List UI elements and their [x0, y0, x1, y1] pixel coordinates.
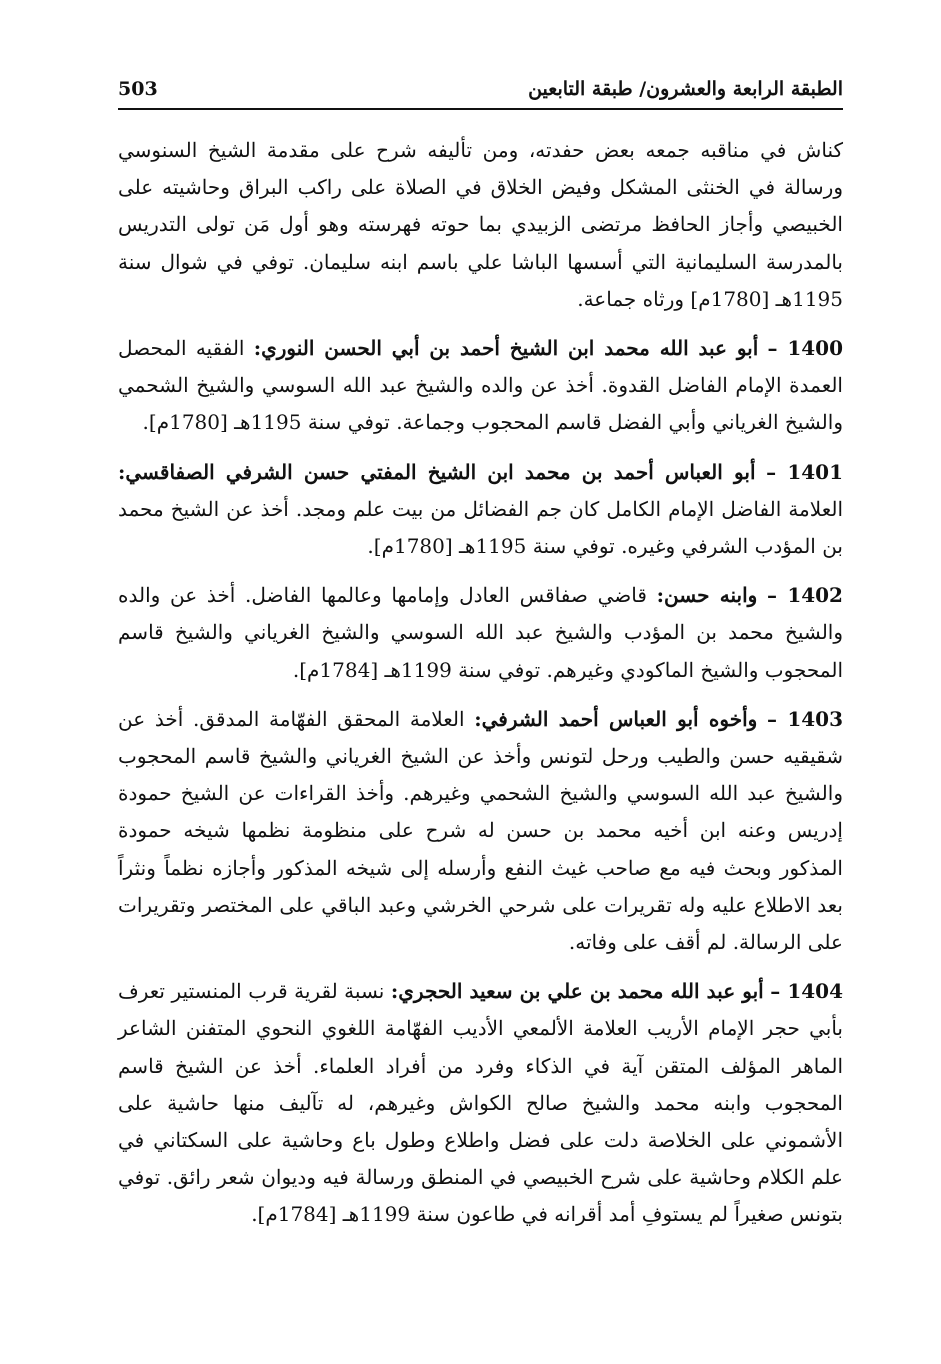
entry-1404-text: نسبة لقرية قرب المنستير تعرف بأبي حجر الإمام الأريب العلامة الألمعي الأديب الفهّامة اللغوي النحوي المتفنن الشاعر الماهر المؤلف المتقن آية في الذكاء وفرد من أفراد العلماء. أخذ عن الشيخ قاسم المحجوب وابنه محمد والشيخ صالح الكواش وغيرهم، له تآليف منها حاشية على الأشموني على الخلاصة دلت على فضل واطلاع وطول باع وحاشية على السكتاني في علم الكلام وحاشية على شرح الخبيصي في المنطق ورسالة فيه وديوان شعر رائق. توفي بتونس صغيراً لم يستوفِ أمد أقرانه في طاعون سنة 1199هـ [1784م]. [118, 979, 843, 1227]
entry-1401-text: العلامة الفاضل الإمام الكامل كان جم الفضائل من بيت علم ومجد. أخذ عن الشيخ محمد بن المؤدب الشرفي وغيره. توفي سنة 1195هـ [1780م]. [118, 496, 843, 559]
entry-1401 [118, 454, 843, 566]
entry-1404-number: 1404 – [770, 979, 844, 1004]
entry-1402-name: وابنه حسن: [656, 583, 758, 608]
entry-1402 [118, 577, 843, 689]
entry-1400-name: أبو عبد الله محمد ابن الشيخ أحمد بن أبي الحسن النوري: [253, 336, 759, 361]
entry-1404-name: أبو عبد الله محمد بن علي بن سعيد الحجري: [390, 979, 764, 1004]
entry-1403-name: وأخوه أبو العباس أحمد الشرفي: [474, 706, 758, 731]
entry-1400 [118, 330, 843, 442]
entry-1402-number: 1402 – [767, 583, 843, 608]
page-number: 503 [118, 78, 158, 100]
entry-1402-text: قاضي صفاقس العادل وإمامها وعالمها الفاضل. أخذ عن والده والشيخ محمد بن المؤدب والشيخ عبد الله السوسي والشيخ الغرياني والشيخ قاسم المحجوب والشيخ الماكودي وغيرهم. توفي سنة 1199هـ [1784م]. [118, 583, 843, 682]
entry-1403-text: العلامة المحقق الفهّامة المدقق. أخذ عن شقيقيه حسن والطيب ورحل لتونس وأخذ عن الشيخ الغرياني والشيخ قاسم المحجوب والشيخ عبد الله السوسي والشيخ الشحمي وغيرهم. وأخذ القراءات عن الشيخ حمودة إدريس وعنه ابن أخيه محمد بن حسن له شرح على منظومة نظمها شيخه حمودة المذكور وبحث فيه مع صاحب غيث النفع وأرسله إلى شيخه المذكور وأجازه نظماً ونثراً بعد الاطلاع عليه وله تقريرات على شرحي الخرشي وعبد الباقي على المختصر وتقريرات على الرسالة. لم أقف على وفاته. [118, 706, 843, 955]
entry-1401-number: 1401 – [766, 459, 843, 484]
continued-paragraph: كناش في مناقبه جمعه بعض حفدته، ومن تأليفه شرح على مقدمة الشيخ السنوسي ورسالة في الخنثى المشكل وفيض الخلاق في الصلاة على راكب البراق وحاشيته على الخبيصي وأجاز الحافظ مرتضى الزبيدي بما حوته فهرسته وهو أول مَن تولى التدريس بالمدرسة السليمانية التي أسسها الباشا علي باسم ابنه سليمان. توفي في شوال سنة 1195هـ [1780م] ورثاه جماعة. [118, 138, 843, 311]
entry-1400-text: الفقيه المحصل العمدة الإمام الفاضل القدوة. أخذ عن والده والشيخ عبد الله السوسي والشيخ الشحمي والشيخ الغرياني وأبي الفضل قاسم المحجوب وجماعة. توفي سنة 1195هـ [1780م]. [118, 336, 843, 435]
entry-1400-number: 1400 – [767, 336, 844, 361]
page-header [118, 74, 843, 110]
body-text [118, 132, 843, 1246]
entry-1401-name: أبو العباس أحمد بن محمد ابن الشيخ المفتي حسن الشرفي الصفاقسي: [118, 459, 756, 484]
entry-1403 [118, 701, 843, 961]
entry-1403-number: 1403 – [767, 706, 844, 731]
entry-1404 [118, 973, 843, 1233]
running-title: الطبقة الرابعة والعشرون/ طبقة التابعين [528, 78, 843, 100]
